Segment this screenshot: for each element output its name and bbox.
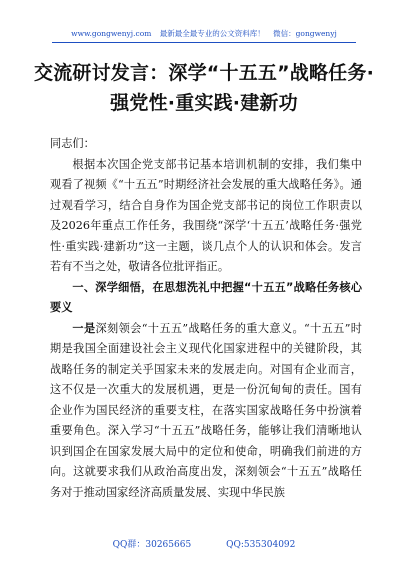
document-body (50, 134, 362, 503)
section-1-paragraph (50, 319, 362, 504)
page-header (0, 28, 408, 39)
section-1-text: 深刻领会“十五五”战略任务的重大意义。“十五五”时期是我国全面建设社会主义现代化国家进程中的关键阶段，其战略任务的制定关乎国家未来的发展走向。对国有企业而言，这不仅是一次重大的发展机遇，更是一份沉甸甸的责任。国有企业作为国民经济的重要支柱，在落实国家战略任务中扮演着重要角色。深入学习“十五五”战略任务，能够让我们清晰地认识到国企在国家发展大局中的定位和使命，明确我们前进的方向。这就要求我们从政治高度出发，深刻领会“十五五”战略任务对于推动国家经济高质量发展、实现中华民族 (50, 321, 362, 499)
salutation: 同志们： (50, 137, 95, 150)
footer-qq-group: QQ群：30265665 (112, 540, 192, 550)
intro-paragraph: 根据本次国企党支部书记基本培训机制的安排，我们集中观看了视频《“十五五”时期经济社会发展的重大战略任务》。通过观看学习，结合自身作为国企党支部书记的岗位工作职责以及2026年重点工作任务，我围绕“深学‘十五五’战略任务·强党性·重实践·建新功”这一主题，谈几点个人的认识和体会。发言若有不当之处，敬请各位批评指正。 (50, 157, 362, 273)
section-heading-1: 一、深学细悟，在思想洗礼中把握“十五五”战略任务核心要义 (50, 280, 362, 314)
header-wechat: 微信：gongwenyj (273, 29, 337, 38)
header-slogan: 最新最全最专业的公文资料库！ (159, 29, 265, 38)
header-site-link[interactable]: www.gongwenyj.com (71, 29, 152, 38)
header-divider (52, 42, 356, 43)
document-title: 交流研讨发言：深学“十五五”战略任务·强党性·重实践·建新功 (34, 62, 374, 114)
footer-qq: QQ:535304092 (226, 540, 296, 550)
section-1-lead: 一是 (72, 321, 96, 335)
page-footer (0, 537, 408, 550)
